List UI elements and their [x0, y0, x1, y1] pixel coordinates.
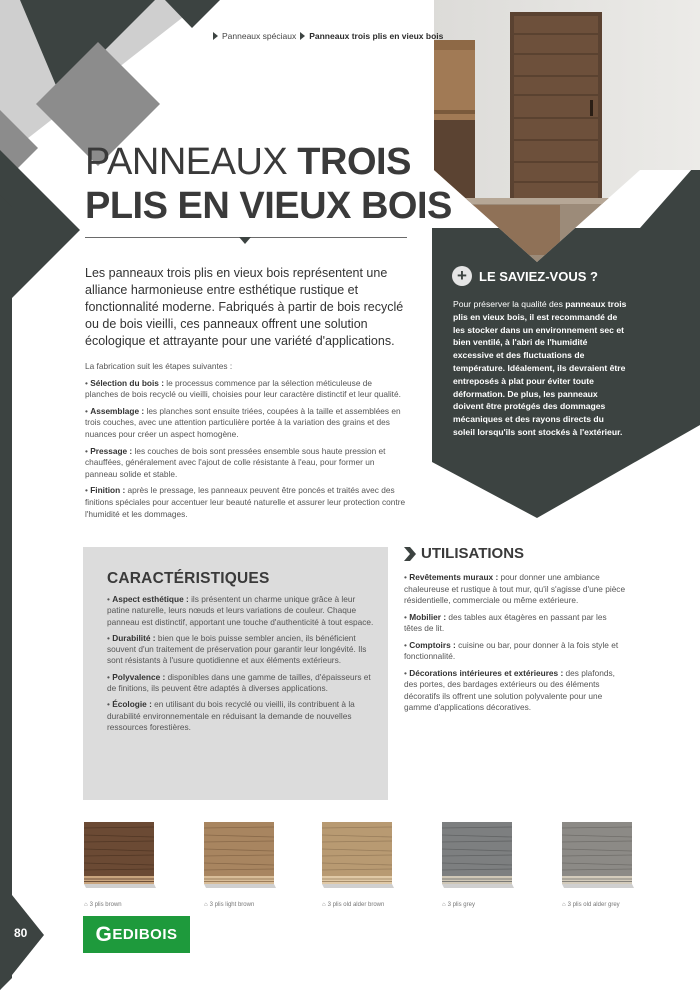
product-caption: 3 plis old alder grey — [567, 902, 620, 908]
title-line2: PLIS EN VIEUX BOIS — [85, 185, 452, 227]
panel-edge — [442, 876, 512, 884]
door-photo — [430, 0, 700, 262]
panel-edge — [204, 876, 274, 884]
panel-sample-image — [322, 818, 394, 898]
title-word1: PANNEAUX — [85, 141, 298, 183]
fabrication-steps — [85, 361, 407, 525]
list-item: • Revêtements muraux : pour donner une ambiance chaleureuse et rustique à tout mur, qu'il s'agisse d'une pièce résidentielle, commerciale ou même extérieure. — [404, 572, 626, 605]
list-item: • Durabilité : bien que le bois puisse sembler ancien, ils bénéficient souvent d'un traitement de préservation pour garantir leur longévité. Ils sont résistants à l'usure quotidienne et aux éléments extérieurs. — [107, 632, 367, 666]
chevron-right-icon — [404, 547, 416, 561]
panel-edge — [322, 876, 392, 884]
panel-shadow — [442, 884, 514, 888]
breadcrumb-chevron-icon — [300, 32, 305, 40]
product-sample — [562, 818, 662, 908]
utilisations-list — [404, 572, 626, 719]
breadcrumb-chevron-icon — [213, 32, 218, 40]
title-divider-notch-icon — [239, 237, 251, 244]
intro-paragraph: Les panneaux trois plis en vieux bois représentent une alliance harmonieuse entre esthétique rustique et fonctionnalité moderne. Fabriqués à partir de bois recyclé ou de bois vieilli, ces panneaux offrent une solution écologique et attrayante pour une variété d'applications. — [85, 266, 404, 348]
house-icon: ⌂ — [322, 902, 326, 908]
list-item: • Décorations intérieures et extérieures : des plafonds, des portes, des bardages extérieurs ou des éléments décoratifs ils offrent une solution polyvalente pour une gamme d'applications décoratives. — [404, 667, 615, 712]
list-item: • Comptoirs : cuisine ou bar, pour donner à la fois style et fonctionnalité. — [404, 639, 619, 661]
list-item: • Écologie : en utilisant du bois recyclé ou vieilli, ils contribuent à la durabilité environnementale en réduisant la demande de nouvelles ressources forestières. — [107, 699, 355, 732]
panel-sample-image — [204, 818, 276, 898]
saviez-vous-title: LE SAVIEZ-VOUS ? — [479, 268, 598, 284]
breadcrumb — [213, 31, 443, 41]
breadcrumb-current: Panneaux trois plis en vieux bois — [309, 31, 444, 41]
panel-edge — [84, 876, 154, 884]
panel-edge — [562, 876, 632, 884]
house-icon: ⌂ — [84, 902, 88, 908]
list-item: • Mobilier : des tables aux étagères en passant par les têtes de lit. — [404, 611, 607, 633]
product-sample — [322, 818, 422, 908]
product-sample — [442, 818, 542, 908]
product-caption: 3 plis brown — [89, 902, 122, 908]
page-number: 80 — [14, 926, 28, 940]
saviez-vous-text: Pour préserver la qualité des panneaux trois plis en vieux bois, il est recommandé de les stocker dans un environnement sec et bien ventilé, à l'abri de l'humidité excessive et des fluctuations de température. Idéalement, ils devraient être entreposés à plat pour éviter toute déformation. De plus, les panneaux doivent être protégés des dommages mécaniques et des rayons directs du soleil lorsqu'ils sont stockés à l'extérieur. — [453, 299, 627, 437]
panel-shadow — [84, 884, 156, 888]
product-caption: 3 plis old alder brown — [327, 902, 385, 908]
list-item: • Sélection du bois : le processus commence par la sélection méticuleuse de planches de bois recyclé ou vieilli, choisies pour leur caractère distinctif et leur qualité. — [85, 377, 401, 400]
deco-left-band — [0, 195, 12, 990]
title-word2: TROIS — [297, 141, 411, 183]
panel-sample-image — [84, 818, 156, 898]
breadcrumb-parent[interactable]: Panneaux spéciaux — [222, 31, 297, 41]
house-icon: ⌂ — [562, 902, 566, 908]
product-sample — [84, 818, 184, 908]
panel-sample-image — [442, 818, 514, 898]
panel-shadow — [562, 884, 634, 888]
caracteristiques-list — [107, 594, 377, 738]
panel-shadow — [322, 884, 394, 888]
house-icon: ⌂ — [442, 902, 446, 908]
list-item: • Assemblage : les planches sont ensuite triées, coupées à la taille et assemblées en trois couches, avec une attention particulière portée à la variation des grains et des nuances pour créer un aspect homogène. — [85, 405, 401, 439]
list-item: • Finition : après le pressage, les panneaux peuvent être poncés et traités avec des finitions spéciales pour accentuer leur beauté naturelle et assurer leur protection contre l'humidité et les dommages. — [85, 485, 406, 519]
steps-intro: La fabrication suit les étapes suivantes : — [85, 361, 233, 371]
utilisations-heading — [404, 545, 524, 562]
page-title — [85, 140, 452, 228]
list-item: • Polyvalence : disponibles dans une gamme de tailles, d'épaisseurs et de finitions, ils peuvent être adaptés à diverses applications. — [107, 671, 371, 694]
house-icon: ⌂ — [204, 902, 208, 908]
product-sample — [204, 818, 304, 908]
caracteristiques-title: CARACTÉRISTIQUES — [107, 570, 270, 587]
saviez-vous-heading — [452, 266, 598, 286]
product-caption: 3 plis light brown — [209, 902, 255, 908]
plus-circle-icon: + — [452, 266, 472, 286]
gedibois-logo[interactable]: G EDIBOIS — [83, 916, 190, 953]
list-item: • Aspect esthétique : ils présentent un charme unique grâce à leur patine naturelle, leurs nœuds et leurs variations de couleur. Chaque panneau est distinctif, apportant une touche d'authenticité à tout espace. — [107, 594, 374, 627]
product-caption: 3 plis grey — [447, 902, 475, 908]
utilisations-title: UTILISATIONS — [421, 545, 525, 562]
panel-sample-image — [562, 818, 634, 898]
list-item: • Pressage : les couches de bois sont pressées ensemble sous haute pression et chauffées, généralement avec l'ajout de colle résistante à l'eau, pour former un panneau solide et stable. — [85, 445, 386, 479]
panel-shadow — [204, 884, 276, 888]
